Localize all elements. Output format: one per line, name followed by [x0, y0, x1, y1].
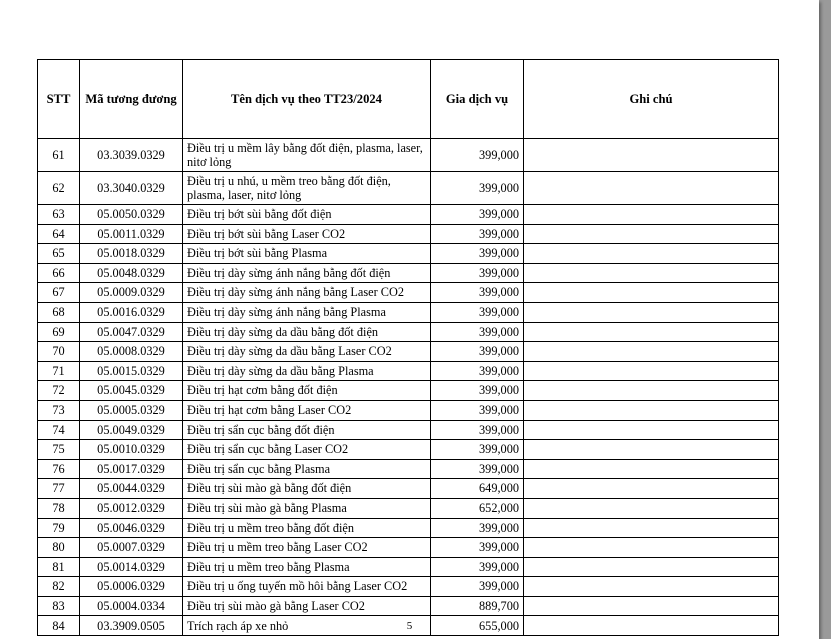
cell-note — [524, 205, 779, 225]
cell-code: 05.0015.0329 — [80, 361, 183, 381]
table-header-row — [38, 60, 779, 139]
cell-price: 399,000 — [431, 381, 524, 401]
cell-name: Điều trị dày sừng ánh nắng bằng Laser CO2 — [183, 283, 431, 303]
cell-code: 05.0016.0329 — [80, 302, 183, 322]
cell-note — [524, 577, 779, 597]
cell-name: Điều trị sẩn cục bằng đốt điện — [183, 420, 431, 440]
table-row — [38, 361, 779, 381]
cell-price: 399,000 — [431, 302, 524, 322]
table-row — [38, 263, 779, 283]
table-row — [38, 381, 779, 401]
cell-note — [524, 557, 779, 577]
cell-price: 652,000 — [431, 498, 524, 518]
cell-stt: 80 — [38, 538, 80, 558]
table-row — [38, 420, 779, 440]
cell-note — [524, 283, 779, 303]
cell-stt: 63 — [38, 205, 80, 225]
cell-stt: 82 — [38, 577, 80, 597]
cell-code: 05.0047.0329 — [80, 322, 183, 342]
cell-price: 399,000 — [431, 440, 524, 460]
cell-code: 03.3909.0505 — [80, 616, 183, 636]
cell-name: Điều trị dày sừng ánh nắng bằng đốt điện — [183, 263, 431, 283]
cell-price: 399,000 — [431, 322, 524, 342]
service-price-table — [37, 59, 779, 636]
cell-stt: 66 — [38, 263, 80, 283]
table-body — [38, 139, 779, 636]
cell-note — [524, 263, 779, 283]
cell-note — [524, 381, 779, 401]
cell-name: Điều trị dày sừng da dầu bằng Laser CO2 — [183, 342, 431, 362]
cell-code: 05.0050.0329 — [80, 205, 183, 225]
cell-note — [524, 139, 779, 172]
cell-note — [524, 596, 779, 616]
table-row — [38, 557, 779, 577]
cell-name: Điều trị hạt cơm bằng Laser CO2 — [183, 400, 431, 420]
cell-price: 399,000 — [431, 244, 524, 264]
cell-note — [524, 498, 779, 518]
cell-code: 05.0014.0329 — [80, 557, 183, 577]
cell-note — [524, 420, 779, 440]
cell-code: 03.3039.0329 — [80, 139, 183, 172]
cell-price: 399,000 — [431, 538, 524, 558]
cell-name: Điều trị u mềm lây bằng đốt điện, plasma, laser, nitơ lỏng — [183, 139, 431, 172]
cell-stt: 83 — [38, 596, 80, 616]
cell-code: 05.0005.0329 — [80, 400, 183, 420]
table-row — [38, 322, 779, 342]
cell-price: 399,000 — [431, 557, 524, 577]
cell-code: 05.0012.0329 — [80, 498, 183, 518]
cell-code: 05.0011.0329 — [80, 224, 183, 244]
cell-note — [524, 172, 779, 205]
cell-stt: 74 — [38, 420, 80, 440]
cell-name: Điều trị dày sừng da dầu bằng đốt điện — [183, 322, 431, 342]
table-row — [38, 244, 779, 264]
cell-price: 399,000 — [431, 518, 524, 538]
cell-note — [524, 518, 779, 538]
cell-name: Điều trị bớt sùi bằng đốt điện — [183, 205, 431, 225]
cell-name: Điều trị sẩn cục bằng Laser CO2 — [183, 440, 431, 460]
cell-stt: 73 — [38, 400, 80, 420]
cell-stt: 84 — [38, 616, 80, 636]
cell-name: Điều trị sùi mào gà bằng đốt điện — [183, 479, 431, 499]
cell-stt: 69 — [38, 322, 80, 342]
cell-stt: 64 — [38, 224, 80, 244]
cell-name: Điều trị bớt sùi bằng Plasma — [183, 244, 431, 264]
table-row — [38, 139, 779, 172]
cell-note — [524, 459, 779, 479]
cell-name: Điều trị hạt cơm bằng đốt điện — [183, 381, 431, 401]
cell-stt: 76 — [38, 459, 80, 479]
column-header-note: Ghi chú — [524, 60, 779, 139]
column-header-stt: STT — [38, 60, 80, 139]
cell-stt: 65 — [38, 244, 80, 264]
cell-stt: 70 — [38, 342, 80, 362]
cell-stt: 81 — [38, 557, 80, 577]
cell-note — [524, 538, 779, 558]
table-row — [38, 498, 779, 518]
cell-note — [524, 224, 779, 244]
cell-code: 03.3040.0329 — [80, 172, 183, 205]
cell-name: Điều trị u mềm treo bằng Laser CO2 — [183, 538, 431, 558]
cell-stt: 72 — [38, 381, 80, 401]
table-row — [38, 205, 779, 225]
cell-stt: 71 — [38, 361, 80, 381]
cell-code: 05.0045.0329 — [80, 381, 183, 401]
column-header-name: Tên dịch vụ theo TT23/2024 — [183, 60, 431, 139]
cell-price: 649,000 — [431, 479, 524, 499]
cell-price: 399,000 — [431, 139, 524, 172]
cell-name: Điều trị sùi mào gà bằng Plasma — [183, 498, 431, 518]
cell-price: 399,000 — [431, 400, 524, 420]
cell-stt: 67 — [38, 283, 80, 303]
service-price-table-container — [37, 59, 778, 636]
cell-code: 05.0017.0329 — [80, 459, 183, 479]
cell-price: 655,000 — [431, 616, 524, 636]
cell-note — [524, 322, 779, 342]
cell-stt: 77 — [38, 479, 80, 499]
table-row — [38, 518, 779, 538]
cell-price: 399,000 — [431, 263, 524, 283]
cell-price: 399,000 — [431, 283, 524, 303]
cell-code: 05.0006.0329 — [80, 577, 183, 597]
cell-price: 889,700 — [431, 596, 524, 616]
cell-code: 05.0049.0329 — [80, 420, 183, 440]
cell-name: Trích rạch áp xe nhỏ — [183, 616, 431, 636]
cell-note — [524, 244, 779, 264]
cell-price: 399,000 — [431, 420, 524, 440]
table-row — [38, 577, 779, 597]
cell-code: 05.0007.0329 — [80, 538, 183, 558]
table-row — [38, 596, 779, 616]
cell-price: 399,000 — [431, 205, 524, 225]
cell-price: 399,000 — [431, 224, 524, 244]
cell-name: Điều trị u ống tuyến mồ hôi bằng Laser CO2 — [183, 577, 431, 597]
table-row — [38, 283, 779, 303]
cell-name: Điều trị u mềm treo bằng Plasma — [183, 557, 431, 577]
cell-code: 05.0048.0329 — [80, 263, 183, 283]
page-number: 5 — [406, 620, 413, 632]
cell-name: Điều trị sẩn cục bằng Plasma — [183, 459, 431, 479]
cell-stt: 79 — [38, 518, 80, 538]
table-row — [38, 538, 779, 558]
cell-name: Điều trị u mềm treo bằng đốt điện — [183, 518, 431, 538]
cell-name: Điều trị sùi mào gà bằng Laser CO2 — [183, 596, 431, 616]
table-header — [38, 60, 779, 139]
cell-price: 399,000 — [431, 361, 524, 381]
cell-code: 05.0044.0329 — [80, 479, 183, 499]
cell-note — [524, 479, 779, 499]
table-row — [38, 479, 779, 499]
cell-note — [524, 342, 779, 362]
cell-name: Điều trị u nhú, u mềm treo bằng đốt điện, plasma, laser, nitơ lỏng — [183, 172, 431, 205]
cell-code: 05.0009.0329 — [80, 283, 183, 303]
column-header-code: Mã tương đương — [80, 60, 183, 139]
cell-note — [524, 400, 779, 420]
cell-stt: 78 — [38, 498, 80, 518]
table-row — [38, 224, 779, 244]
cell-code: 05.0004.0334 — [80, 596, 183, 616]
cell-code: 05.0046.0329 — [80, 518, 183, 538]
cell-name: Điều trị dày sừng da dầu bằng Plasma — [183, 361, 431, 381]
cell-note — [524, 361, 779, 381]
cell-stt: 68 — [38, 302, 80, 322]
table-row — [38, 440, 779, 460]
table-row — [38, 342, 779, 362]
cell-stt: 75 — [38, 440, 80, 460]
cell-code: 05.0018.0329 — [80, 244, 183, 264]
column-header-price: Gia dịch vụ — [431, 60, 524, 139]
cell-name: Điều trị dày sừng ánh nắng bằng Plasma — [183, 302, 431, 322]
table-row — [38, 302, 779, 322]
cell-name: Điều trị bớt sùi bằng Laser CO2 — [183, 224, 431, 244]
cell-stt: 61 — [38, 139, 80, 172]
cell-price: 399,000 — [431, 342, 524, 362]
cell-code: 05.0008.0329 — [80, 342, 183, 362]
cell-price: 399,000 — [431, 577, 524, 597]
cell-stt: 62 — [38, 172, 80, 205]
cell-note — [524, 302, 779, 322]
table-row — [38, 459, 779, 479]
cell-note — [524, 440, 779, 460]
table-row — [38, 172, 779, 205]
cell-price: 399,000 — [431, 459, 524, 479]
table-row — [38, 400, 779, 420]
cell-price: 399,000 — [431, 172, 524, 205]
cell-code: 05.0010.0329 — [80, 440, 183, 460]
